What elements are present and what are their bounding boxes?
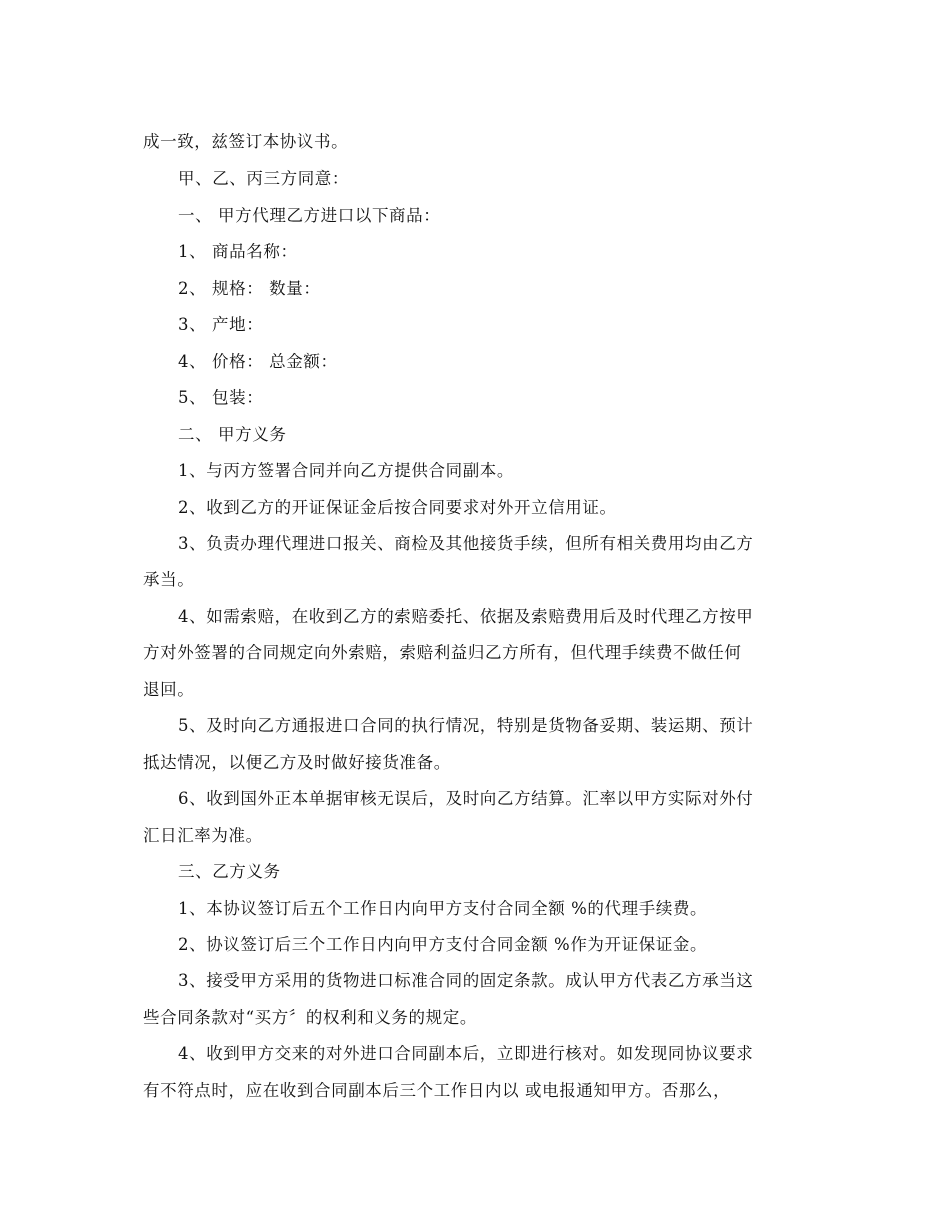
text-line: 3、 产地： xyxy=(178,315,264,334)
text-line: 成一致，兹签订本协议书。 xyxy=(143,132,349,151)
text-line: 退回。 xyxy=(143,680,195,699)
text-line: 4、收到甲方交来的对外进口合同副本后，立即进行核对。如发现同协议要求 xyxy=(178,1044,754,1063)
text-line: 甲、乙、丙三方同意： xyxy=(178,169,349,188)
text-line: 3、接受甲方采用的货物进口标准合同的固定条款。成认甲方代表乙方承当这 xyxy=(178,971,754,990)
text-line: 2、 规格： 数量： xyxy=(178,279,321,298)
text-line: 汇日汇率为准。 xyxy=(143,826,263,845)
text-line: 有不符点时，应在收到合同副本后三个工作日内以 或电报通知甲方。否那么， xyxy=(143,1081,731,1100)
text-line: 抵达情况，以便乙方及时做好接货准备。 xyxy=(143,753,451,772)
text-line: 些合同条款对“买方〞的权利和义务的规定。 xyxy=(143,1008,477,1027)
text-line: 承当。 xyxy=(143,570,195,589)
section-heading: 一、 甲方代理乙方进口以下商品： xyxy=(178,206,441,225)
text-line: 1、 商品名称： xyxy=(178,242,298,261)
text-line: 1、本协议签订后五个工作日内向甲方支付合同全额 %的代理手续费。 xyxy=(178,899,708,918)
section-heading: 三、乙方义务 xyxy=(178,862,281,881)
text-line: 4、 价格： 总金额： xyxy=(178,352,338,371)
text-line: 5、及时向乙方通报进口合同的执行情况，特别是货物备妥期、装运期、预计 xyxy=(178,716,754,735)
text-line: 2、收到乙方的开证保证金后按合同要求对外开立信用证。 xyxy=(178,498,617,517)
text-line: 2、协议签订后三个工作日内向甲方支付合同金额 %作为开证保证金。 xyxy=(178,935,708,954)
section-heading: 二、 甲方义务 xyxy=(178,425,287,444)
text-line: 3、负责办理代理进口报关、商检及其他接货手续，但所有相关费用均由乙方 xyxy=(178,534,754,553)
text-line: 4、如需索赔，在收到乙方的索赔委托、依据及索赔费用后及时代理乙方按甲 xyxy=(178,607,754,626)
text-line: 1、与丙方签署合同并向乙方提供合同副本。 xyxy=(178,461,514,480)
text-line: 5、 包装： xyxy=(178,388,264,407)
text-line: 方对外签署的合同规定向外索赔，索赔利益归乙方所有，但代理手续费不做任何 xyxy=(143,643,742,662)
text-line: 6、收到国外正本单据审核无误后，及时向乙方结算。汇率以甲方实际对外付 xyxy=(178,789,754,808)
